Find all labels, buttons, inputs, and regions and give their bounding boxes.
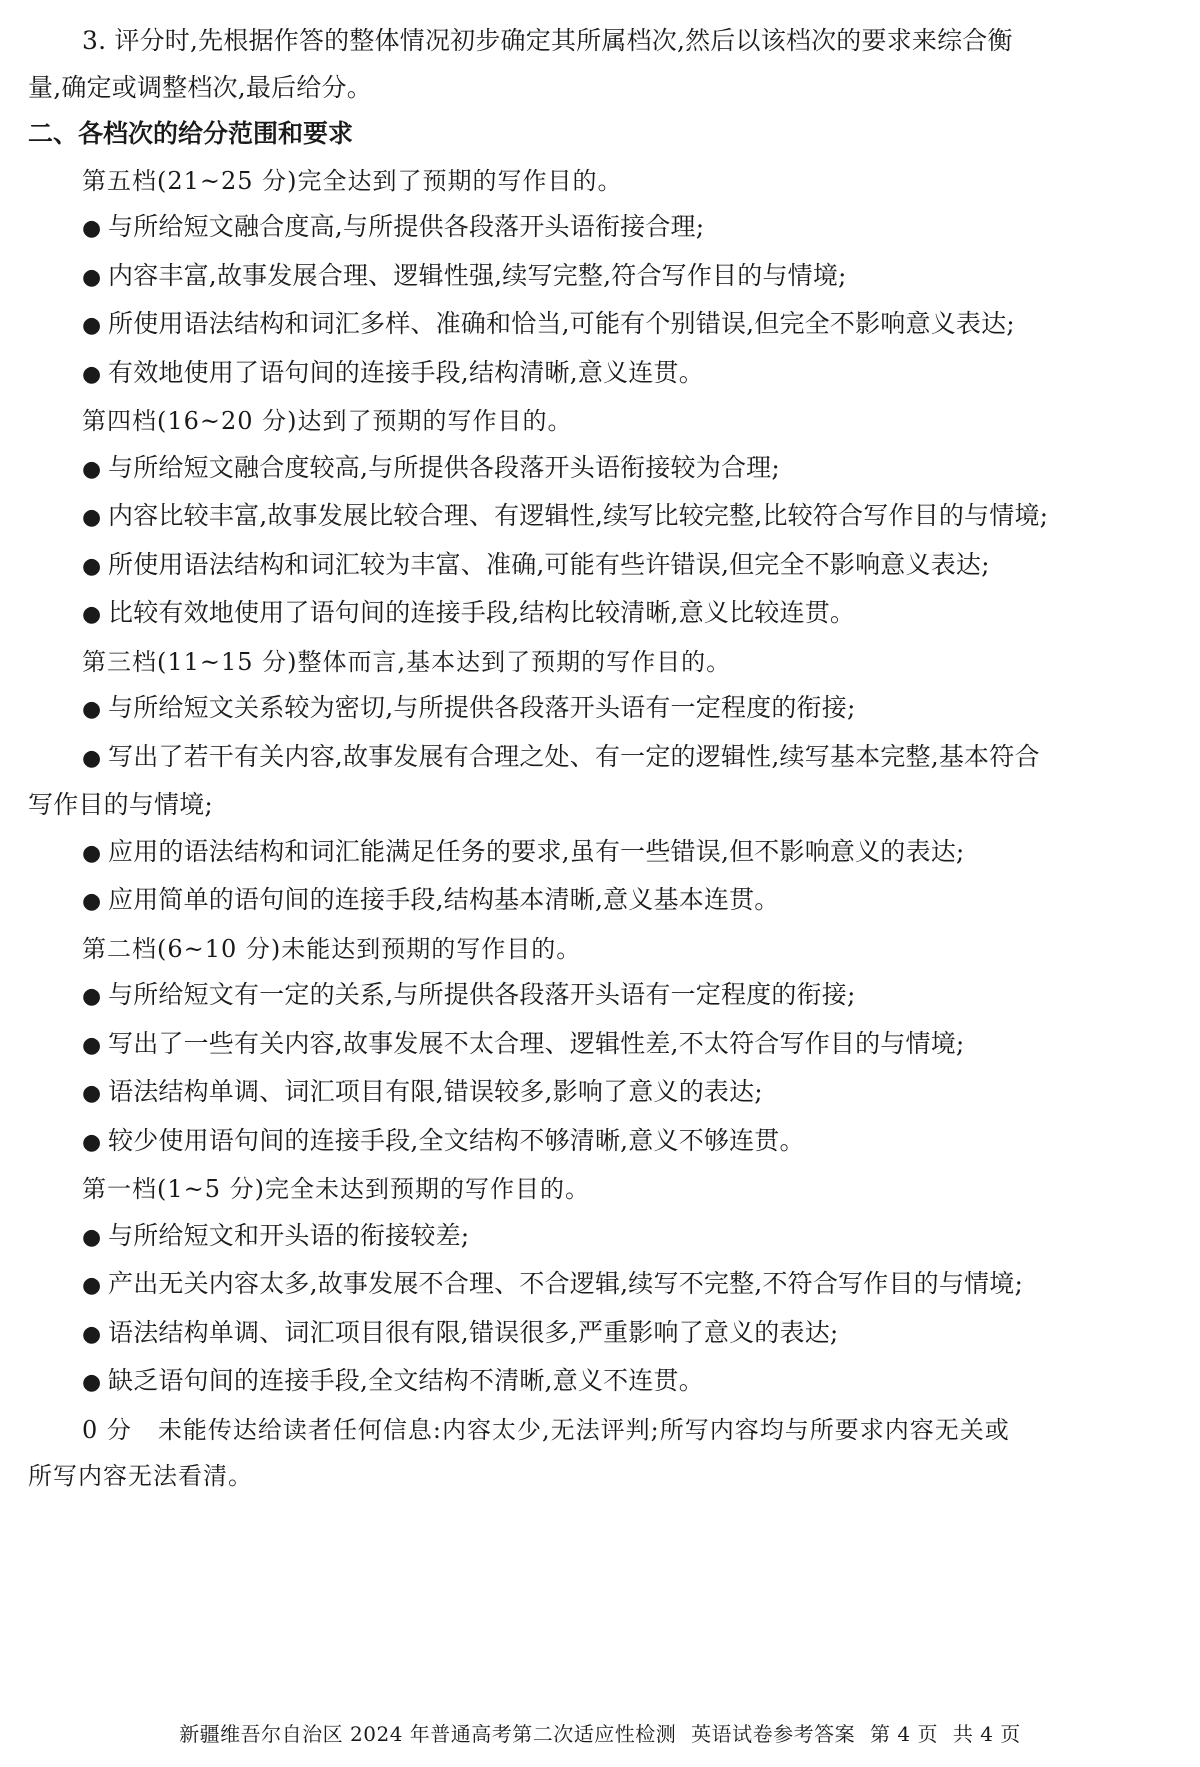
tier2-item-text: 较少使用语句间的连接手段,全文结构不够清晰,意义不够连贯。 [108,1125,805,1155]
tier3-item-text: 与所给短文关系较为密切,与所提供各段落开头语有一定程度的衔接; [108,693,856,722]
bullet-icon: ● [82,216,102,241]
tier4-item-text: 内容比较丰富,故事发展比较合理、有逻辑性,续写比较完整,比较符合写作目的与情境; [108,501,1049,530]
bullet-icon: ● [82,313,102,338]
tier3-item-text: 应用的语法结构和词汇能满足任务的要求,虽有一些错误,但不影响意义的表达; [108,836,965,866]
tier3-item-2 [28,734,1173,783]
footer-exam-title: 新疆维吾尔自治区 2024 年普通高考第二次适应性检测 [179,1722,677,1746]
tier1-item-3 [28,1310,1173,1359]
tier5-title: 第五档(21~25 分)完全达到了预期的写作目的。 [82,166,623,195]
bullet-icon: ● [82,1224,102,1250]
bullet-icon: ● [82,264,102,290]
tier2-item-1 [28,972,1173,1021]
footer-subject: 英语试卷参考答案 [691,1722,856,1746]
tier0-line-2: 所写内容无法看清。 [28,1462,253,1490]
intro-line-2: 量,确定或调整档次,最后给分。 [28,72,372,102]
tier2-item-text: 与所给短文有一定的关系,与所提供各段落开头语有一定程度的衔接; [108,980,856,1009]
bullet-icon: ● [82,889,102,914]
section-heading: 二、各档次的给分范围和要求 [28,119,354,148]
tier5-item-3 [28,301,1173,350]
bullet-icon: ● [82,1129,102,1155]
tier3-title: 第三档(11~15 分)整体而言,基本达到了预期的写作目的。 [82,647,732,676]
tier2-item-2 [28,1021,1173,1070]
footer-total-pages: 共 4 页 [952,1722,1021,1746]
tier1-item-4 [28,1358,1173,1407]
tier2-item-4 [28,1118,1173,1167]
bullet-icon: ● [82,602,102,627]
page-content [28,18,1173,1500]
tier0-text: 未能传达给读者任何信息:内容太少,无法评判;所写内容均与所要求内容无关或 [157,1415,1010,1444]
tier5-item-text: 所使用语法结构和词汇多样、准确和恰当,可能有个别错误,但完全不影响意义表达; [108,309,1015,338]
bullet-icon: ● [82,456,102,482]
tier5-item-text: 与所给短文融合度高,与所提供各段落开头语衔接合理; [108,212,705,241]
tier3-item-1 [28,685,1173,734]
tier3-item-text: 应用简单的语句间的连接手段,结构基本清晰,意义基本连贯。 [108,885,780,914]
tier1-item-text: 产出无关内容太多,故事发展不合理、不合逻辑,续写不完整,不符合写作目的与情境; [108,1269,1024,1298]
tier1-item-2 [28,1261,1173,1310]
tier5-item-2 [28,253,1173,302]
bullet-icon: ● [82,1081,102,1106]
tier1-item-1 [28,1213,1173,1262]
bullet-icon: ● [82,697,102,722]
tier3-item-text: 写出了若干有关内容,故事发展有合理之处、有一定的逻辑性,续写基本完整,基本符合 [108,741,1040,771]
footer-page-number: 第 4 页 [870,1722,938,1746]
bullet-icon: ● [82,984,102,1009]
tier1-item-text: 语法结构单调、词汇项目很有限,错误很多,严重影响了意义的表达; [108,1317,839,1347]
tier3-item-3 [28,829,1173,878]
tier2-title: 第二档(6~10 分)未能达到预期的写作目的。 [82,934,582,963]
tier4-item-3 [28,542,1173,591]
tier3-item-2-continuation: 写作目的与情境; [28,790,214,819]
tier2-item-text: 写出了一些有关内容,故事发展不太合理、逻辑性差,不太符合写作目的与情境; [108,1028,965,1058]
bullet-icon: ● [82,553,102,579]
page-footer [0,1718,1200,1747]
tier3-item-4 [28,877,1173,926]
tier4-item-4 [28,590,1173,639]
tier4-item-2 [28,493,1173,542]
tier2-item-3 [28,1069,1173,1118]
tier1-item-text: 与所给短文和开头语的衔接较差; [108,1220,470,1250]
tier4-item-1 [28,445,1173,494]
tier5-item-4 [28,350,1173,399]
tier0-score: 0 分 [82,1415,132,1444]
bullet-icon: ● [82,1321,102,1347]
bullet-icon: ● [82,745,102,771]
bullet-icon: ● [82,1370,102,1395]
bullet-icon: ● [82,1032,102,1058]
tier4-item-text: 比较有效地使用了语句间的连接手段,结构比较清晰,意义比较连贯。 [108,598,856,627]
bullet-icon: ● [82,505,102,530]
tier1-item-text: 缺乏语句间的连接手段,全文结构不清晰,意义不连贯。 [108,1366,704,1395]
tier4-item-text: 所使用语法结构和词汇较为丰富、准确,可能有些许错误,但完全不影响意义表达; [108,549,990,579]
tier2-item-text: 语法结构单调、词汇项目有限,错误较多,影响了意义的表达; [108,1077,763,1106]
tier4-item-text: 与所给短文融合度较高,与所提供各段落开头语衔接较为合理; [108,452,780,482]
intro-line-1: 3. 评分时,先根据作答的整体情况初步确定其所属档次,然后以该档次的要求来综合衡 [82,26,1013,55]
tier5-item-text: 有效地使用了语句间的连接手段,结构清晰,意义连贯。 [108,357,704,387]
bullet-icon: ● [82,840,102,866]
bullet-icon: ● [82,361,102,387]
tier1-title: 第一档(1~5 分)完全未达到预期的写作目的。 [82,1175,591,1203]
tier5-item-text: 内容丰富,故事发展合理、逻辑性强,续写完整,符合写作目的与情境; [108,260,847,290]
bullet-icon: ● [82,1273,102,1298]
tier5-item-1 [28,204,1173,253]
tier0-line-1 [28,1407,1173,1454]
tier4-title: 第四档(16~20 分)达到了预期的写作目的。 [82,407,573,435]
